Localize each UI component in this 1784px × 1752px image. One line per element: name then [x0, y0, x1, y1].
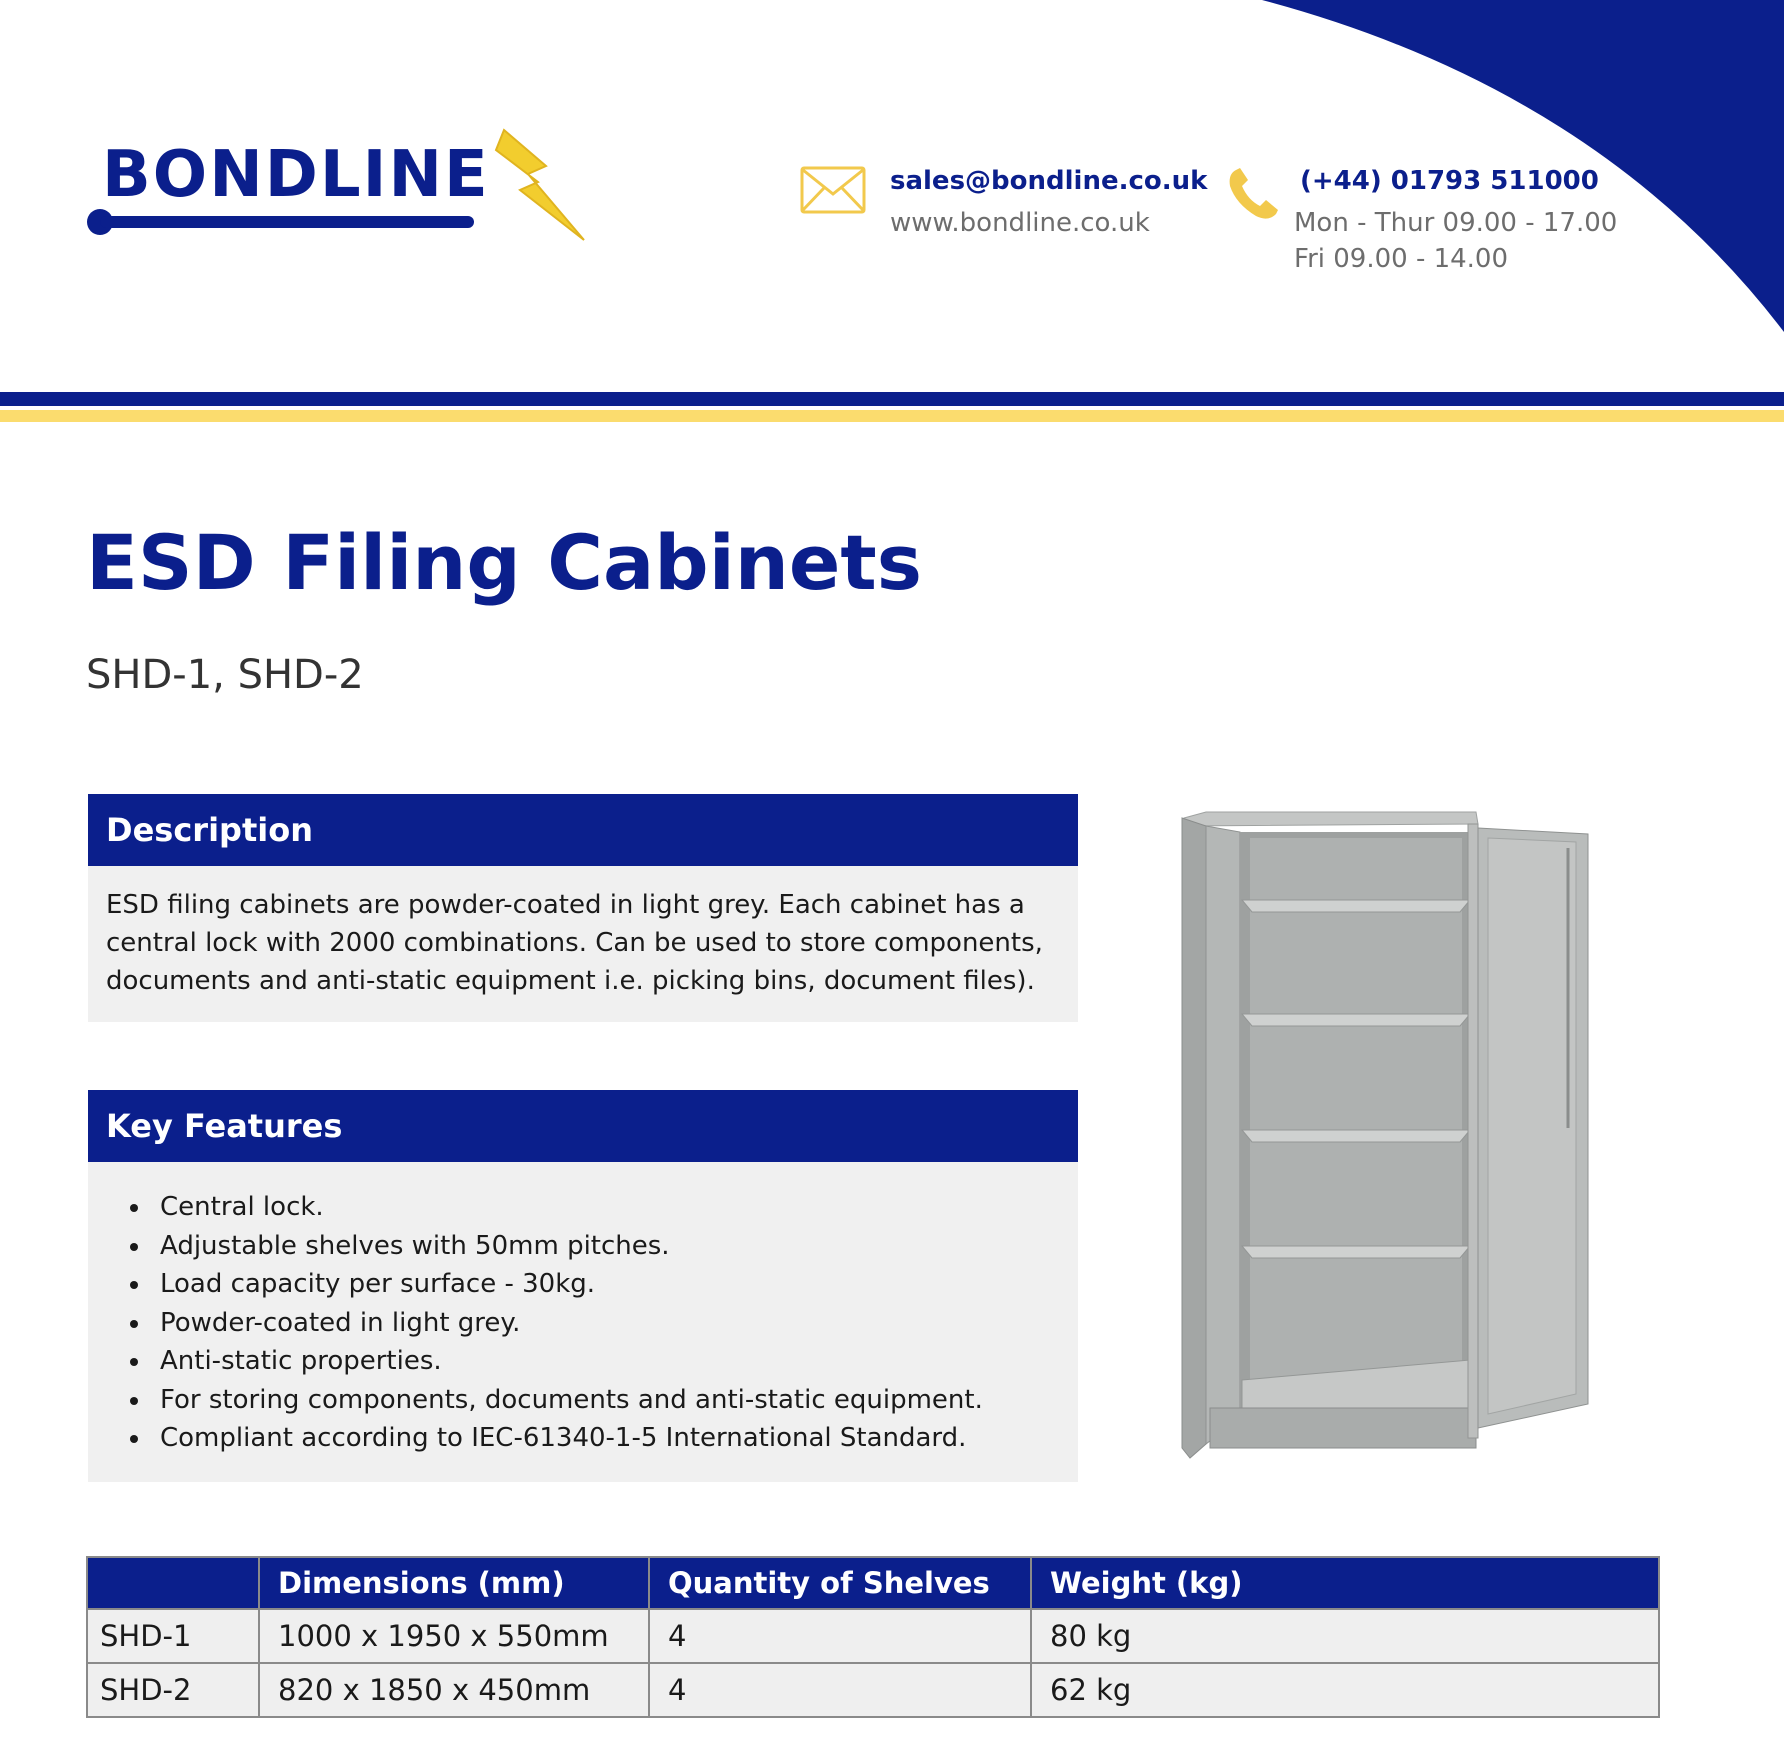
features-list: [88, 1162, 1078, 1482]
table-row: [87, 1663, 1659, 1717]
feature-item: • Adjustable shelves with 50mm pitches.: [152, 1227, 1060, 1266]
filing-cabinet-image: [1170, 808, 1600, 1464]
table-cell-model: SHD-2: [87, 1663, 259, 1717]
feature-item: • Compliant according to IEC-61340-1-5 International Standard.: [152, 1419, 1060, 1458]
table-cell-shelves: 4: [649, 1663, 1031, 1717]
opening-hours-weekday: Mon - Thur 09.00 - 17.00: [1294, 208, 1618, 238]
logo-underline: [86, 208, 476, 238]
phone-icon: [1226, 166, 1282, 222]
table-cell-shelves: 4: [649, 1609, 1031, 1663]
table-header-dimensions: Dimensions (mm): [259, 1557, 649, 1609]
feature-item: • Central lock.: [152, 1188, 1060, 1227]
envelope-icon: [800, 166, 866, 216]
key-features-heading: Key Features: [88, 1090, 1078, 1162]
feature-item: • Load capacity per surface - 30kg.: [152, 1265, 1060, 1304]
description-section: [88, 794, 1078, 1022]
feature-item: • For storing components, documents and anti-static equipment.: [152, 1381, 1060, 1420]
logo-wordmark: BONDLINE: [102, 138, 490, 212]
specifications-table: [86, 1556, 1660, 1718]
feature-item: • Powder-coated in light grey.: [152, 1304, 1060, 1343]
table-header-shelves: Quantity of Shelves: [649, 1557, 1031, 1609]
opening-hours-friday: Fri 09.00 - 14.00: [1294, 244, 1509, 274]
page-title: ESD Filing Cabinets: [86, 518, 922, 607]
contact-website[interactable]: www.bondline.co.uk: [890, 208, 1150, 238]
bondline-logo: [86, 128, 586, 268]
table-row: [87, 1609, 1659, 1663]
table-header-model: [87, 1557, 259, 1609]
table-cell-weight: 80 kg: [1031, 1609, 1659, 1663]
table-header-weight: Weight (kg): [1031, 1557, 1659, 1609]
table-cell-dimensions: 1000 x 1950 x 550mm: [259, 1609, 649, 1663]
header-divider-blue: [0, 392, 1784, 406]
contact-email[interactable]: sales@bondline.co.uk: [890, 166, 1208, 196]
contact-phone[interactable]: (+44) 01793 511000: [1300, 166, 1599, 196]
table-cell-model: SHD-1: [87, 1609, 259, 1663]
model-codes: SHD-1, SHD-2: [86, 652, 364, 698]
lightning-bolt-icon: [474, 128, 594, 258]
table-cell-dimensions: 820 x 1850 x 450mm: [259, 1663, 649, 1717]
key-features-section: [88, 1090, 1078, 1482]
table-cell-weight: 62 kg: [1031, 1663, 1659, 1717]
description-heading: Description: [88, 794, 1078, 866]
feature-item: • Anti-static properties.: [152, 1342, 1060, 1381]
header-divider-yellow: [0, 410, 1784, 422]
table-header-row: [87, 1557, 1659, 1609]
description-text: ESD filing cabinets are powder-coated in light grey. Each cabinet has a central lock with 2000 combinations. Can be used to store components, documents and anti-static equipment i.e. picking bins, document files).: [106, 890, 1043, 996]
